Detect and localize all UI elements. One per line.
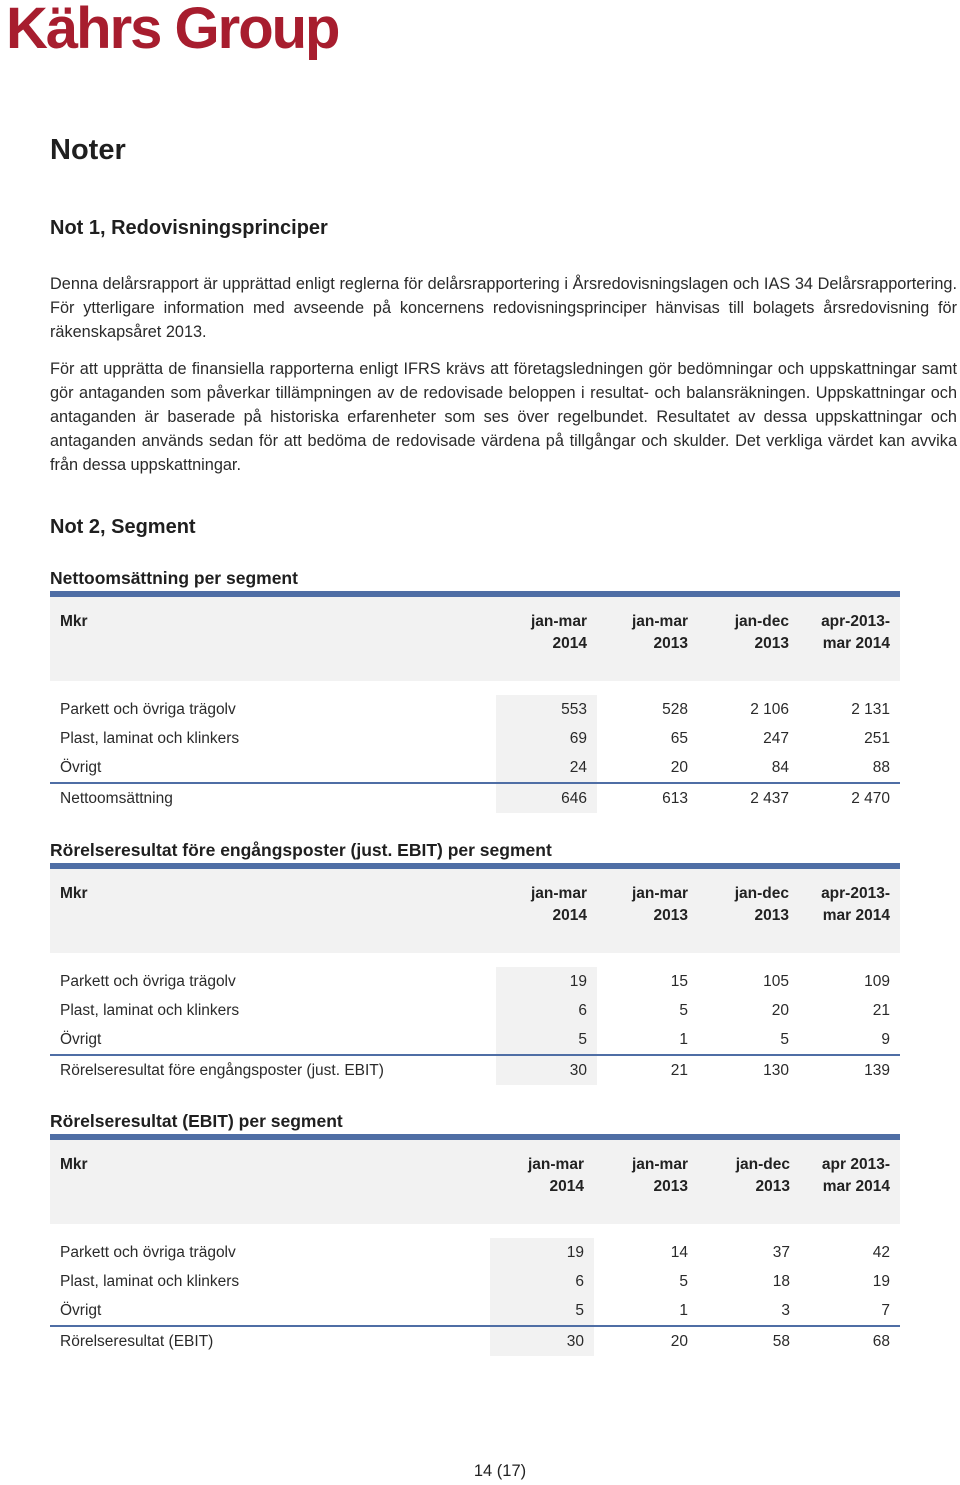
table-row: Parkett och övriga trägolv 19 15 105 109 <box>50 967 900 996</box>
company-logo: Kährs Group <box>6 0 339 61</box>
page-number: 14 (17) <box>473 1462 527 1480</box>
header-col-4: apr-2013- mar 2014 <box>799 594 900 681</box>
header-col-1: jan-mar 2014 <box>496 866 597 953</box>
table-row: Övrigt 5 1 5 9 <box>50 1025 900 1055</box>
table-title-adjusted-ebit: Rörelseresultat före engångsposter (just. EBIT) per segment <box>50 840 552 860</box>
header-col-3: jan-dec 2013 <box>698 1137 800 1224</box>
table-title-net-sales: Nettoomsättning per segment <box>50 568 298 588</box>
table-header-row <box>50 1137 900 1224</box>
table-header-row <box>50 866 900 953</box>
note-1-heading: Not 1, Redovisningsprinciper <box>50 217 328 239</box>
table-row: Plast, laminat och klinkers 69 65 247 251 <box>50 724 900 753</box>
table-row: Plast, laminat och klinkers 6 5 18 19 <box>50 1267 900 1296</box>
page-title: Noter <box>50 134 126 166</box>
table-row: Parkett och övriga trägolv 19 14 37 42 <box>50 1238 900 1267</box>
ebit-table <box>50 1134 900 1356</box>
note-1-paragraph-1: Denna delårsrapport är upprättad enligt reglerna för delårsrapportering i Årsredovisningslagen och IAS 34 Delårsrapportering. För ytterligare information med avseende på koncernens redovisningsprinciper hänvisas till bolagets årsredovisning för räkenskapsåret 2013. <box>50 275 957 341</box>
table-total-row: Nettoomsättning 646 613 2 437 2 470 <box>50 783 900 813</box>
adjusted-ebit-table <box>50 863 900 1085</box>
header-col-3: jan-dec 2013 <box>698 594 799 681</box>
header-col-4: apr 2013- mar 2014 <box>800 1137 900 1224</box>
header-mkr: Mkr <box>50 866 496 953</box>
table-row: Övrigt 24 20 84 88 <box>50 753 900 783</box>
table-header-row <box>50 594 900 681</box>
note-1-paragraph-2: För att upprätta de finansiella rapporterna enligt IFRS krävs att företagsledningen gör bedömningar och uppskattningar samt gör antaganden som påverkar tillämpningen av de redovisade beloppen i resultat- och balansräkningen. Uppskattningar och antaganden är baserade på historiska erfarenheter som ses över regelbundet. Resultatet av dessa uppskattningar och antaganden används sedan för att bedöma de redovisade värdena på tillgångar och skulder. Det verkliga värdet kan avvika från dessa uppskattningar. <box>50 360 957 474</box>
header-mkr: Mkr <box>50 1137 490 1224</box>
table-total-row: Rörelseresultat före engångsposter (just. EBIT) 30 21 130 139 <box>50 1055 900 1085</box>
table-row: Övrigt 5 1 3 7 <box>50 1296 900 1326</box>
header-col-2: jan-mar 2013 <box>597 594 698 681</box>
net-sales-table <box>50 591 900 813</box>
table-title-ebit: Rörelseresultat (EBIT) per segment <box>50 1111 343 1131</box>
header-col-3: jan-dec 2013 <box>698 866 799 953</box>
table-total-row: Rörelseresultat (EBIT) 30 20 58 68 <box>50 1326 900 1356</box>
note-2-heading: Not 2, Segment <box>50 516 196 538</box>
header-col-2: jan-mar 2013 <box>597 866 698 953</box>
table-row: Parkett och övriga trägolv 553 528 2 106 2 131 <box>50 695 900 724</box>
header-col-1: jan-mar 2014 <box>496 594 597 681</box>
header-col-1: jan-mar 2014 <box>490 1137 594 1224</box>
header-col-4: apr-2013- mar 2014 <box>799 866 900 953</box>
header-mkr: Mkr <box>50 594 496 681</box>
header-col-2: jan-mar 2013 <box>594 1137 698 1224</box>
table-row: Plast, laminat och klinkers 6 5 20 21 <box>50 996 900 1025</box>
